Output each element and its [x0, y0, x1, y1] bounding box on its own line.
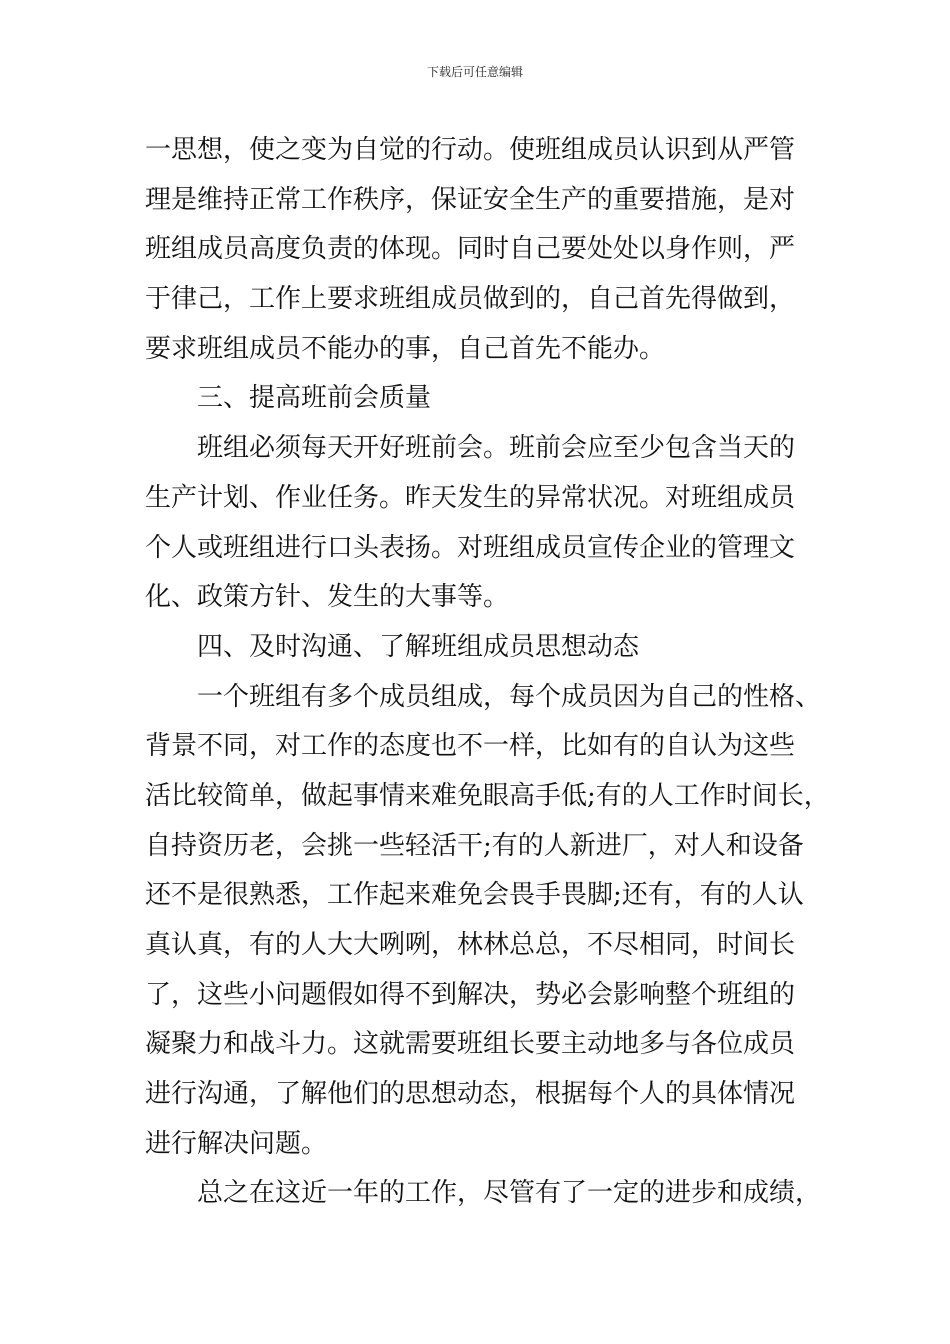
text-line: 自持资历老，会挑一些轻活干;有的人新进厂，对人和设备 [145, 831, 804, 861]
text-line: 一思想，使之变为自觉的行动。使班组成员认识到从严管 [145, 135, 796, 165]
text-line: 班组成员高度负责的体现。同时自己要处处以身作则，严 [145, 234, 796, 264]
text-line: 进行解决问题。 [145, 1129, 328, 1159]
text-line: 真认真，有的人大大咧咧，林林总总，不尽相同，时间长 [145, 930, 796, 960]
text-line: 凝聚力和战斗力。这就需要班组长要主动地多与各位成员 [145, 1029, 796, 1059]
text-line: 个人或班组进行口头表扬。对班组成员宣传企业的管理文 [145, 533, 796, 563]
text-line: 要求班组成员不能办的事，自己首先不能办。 [145, 334, 666, 364]
section-heading: 三、提高班前会质量 [197, 383, 432, 413]
text-line: 于律己，工作上要求班组成员做到的，自己首先得做到， [145, 284, 796, 314]
text-line: 还不是很熟悉，工作起来难免会畏手畏脚;还有，有的人认 [145, 880, 804, 910]
text-line: 了，这些小问题假如得不到解决，势必会影响整个班组的 [145, 980, 796, 1010]
text-line: 化、政策方针、发生的大事等。 [145, 582, 510, 612]
section-heading: 四、及时沟通、了解班组成员思想动态 [197, 632, 640, 662]
text-line: 背景不同，对工作的态度也不一样，比如有的自认为这些 [145, 731, 796, 761]
text-line: 进行沟通，了解他们的思想动态，根据每个人的具体情况 [145, 1079, 796, 1109]
page-header: 下载后可任意编辑 [426, 65, 523, 79]
text-line: 生产计划、作业任务。昨天发生的异常状况。对班组成员 [145, 483, 796, 513]
text-line: 理是维持正常工作秩序，保证安全生产的重要措施，是对 [145, 185, 796, 215]
text-line: 总之在这近一年的工作，尽管有了一定的进步和成绩， [197, 1178, 822, 1208]
text-line: 活比较简单，做起事情来难免眼高手低;有的人工作时间长， [145, 781, 830, 811]
text-line: 一个班组有多个成员组成，每个成员因为自己的性格、 [197, 682, 822, 712]
text-line: 班组必须每天开好班前会。班前会应至少包含当天的 [197, 433, 796, 463]
